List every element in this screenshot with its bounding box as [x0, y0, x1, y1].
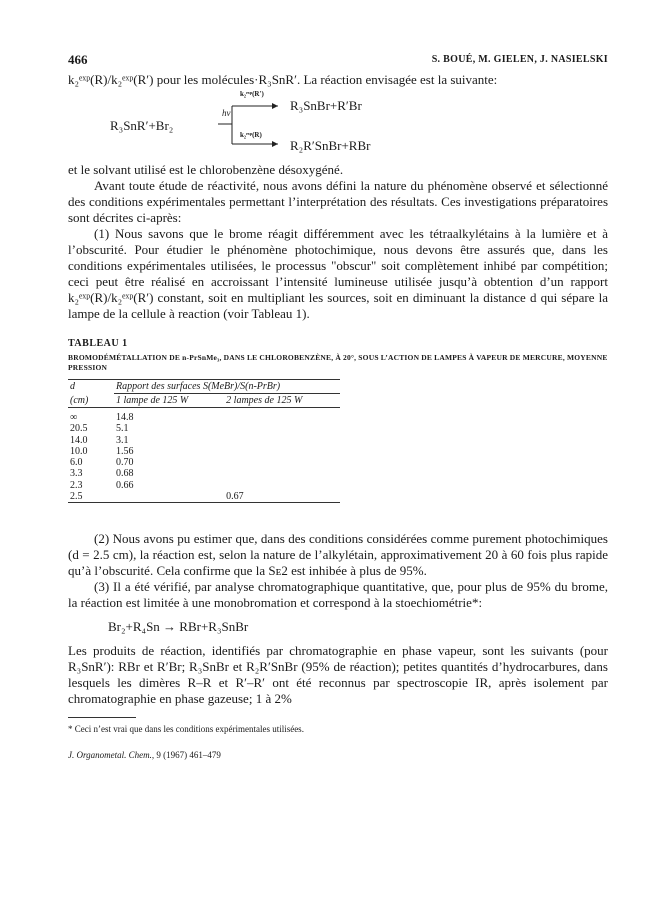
table-row: 6.0 0.70: [70, 457, 134, 469]
col-d-unit: (cm): [70, 394, 89, 406]
table-row: 2.5 0.67: [68, 491, 340, 503]
table-row: 3.3 0.68: [70, 468, 134, 480]
footnote: * Ceci n’est vrai que dans les conditions expérimentales utilisées.: [68, 724, 304, 735]
col-1-header: 1 lampe de 125 W: [116, 395, 189, 406]
scheme-k-bottom: k₂ᵉˣᵖ(R): [240, 131, 262, 139]
scheme-product-bottom: R₂R′SnBr+RBr: [290, 138, 371, 153]
paragraph-solvent: et le solvant utilisé est le chlorobenzène désoxygéné.: [68, 162, 344, 177]
paragraph-2: (2) Nous avons pu estimer que, dans des conditions considérées comme purement photochimiques (d = 2.5 cm), la réaction est, selon la nature de l’alkylétain, approximativement 20 à 60 fois plus rapide qu’à l’obscurité. Cela confirme que la Sᴇ2 est inhibée à plus de 95%.: [68, 531, 608, 579]
scheme-k-top: k₂ᵉˣᵖ(R′): [240, 90, 264, 98]
journal-ref: 9 (1967) 461–479: [156, 750, 221, 761]
col-2-header: 2 lampes de 125 W: [226, 395, 303, 406]
table-row: 20.5 5.1: [70, 423, 129, 435]
intro-line: k₂ᵉˣᵖ(R)/k₂ᵉˣᵖ(R′) pour les molécules·R₃SnR′. La réaction envisagée est la suivante:: [68, 72, 498, 87]
scheme-light: hν: [222, 108, 231, 118]
journal-citation: [68, 750, 608, 760]
paragraph-investigations: Avant toute étude de réactivité, nous avons défini la nature du phénomène observé et sélectionné des conditions expérimentales permettant l’interprétation des résultats. Ces investigations préparatoires sont décrites ci-après:: [68, 178, 608, 225]
group-header: Rapport des surfaces S(MeBr)/S(n-PrBr): [114, 380, 340, 394]
paragraph-3: (3) Il a été vérifié, par analyse chromatographique quantitative, que, pour plus de 95% du brome, la réaction est limitée à une monobromation et correspond à la stoechiométrie*:: [68, 579, 608, 611]
table-row: ∞ 14.8: [70, 412, 134, 423]
journal-name: J. Organometal. Chem.,: [68, 750, 155, 761]
col-d-header: d: [70, 381, 75, 393]
page: [68, 52, 608, 760]
scheme-reactants: R₃SnR′+Br₂: [110, 118, 174, 133]
table-row: 14.0 3.1: [70, 434, 129, 446]
running-header: [68, 52, 608, 72]
data-table: [68, 379, 340, 503]
scheme-product-top: R₃SnBr+R′Br: [290, 98, 362, 113]
table-row: 10.0 1.56: [70, 445, 134, 457]
paragraph-1: (1) Nous savons que le brome réagit différemment avec les tétraalkylétains à la lumière et à l’obscurité. Pour étudier le phénomène photochimique, nous devons être assurés que, dans les conditions expérimentales utilisées, le processus "obscur" soit complètement inhibé par compétition; ceci peut être réalisé en accroissant l’intensité lumineuse utilisée jusqu’à obtention d’un rapport k₂ᵉˣᵖ(R)/k₂ᵉˣᵖ(R′) constant, soit en multipliant les sources, soit en diminuant la distance d qui sépare la lampe de la cellule à reaction (voir Tableau 1).: [68, 226, 608, 321]
branch-arrow-icon: [218, 94, 280, 154]
stoichiometry-equation: Br₂+R₄Sn → RBr+R₃SnBr: [108, 619, 249, 635]
footnote-divider: [68, 717, 136, 718]
table-heading: TABLEAU 1: [68, 338, 128, 349]
table-row: 2.3 0.66: [70, 479, 134, 491]
reaction-scheme: [68, 88, 608, 162]
page-number: 466: [68, 52, 88, 67]
running-authors: S. BOUÉ, M. GIELEN, J. NASIELSKI: [431, 54, 608, 65]
table-caption: BROMODÉMÉTALLATION DE n-PrSnMe₃, DANS LE CHLOROBENZÈNE, À 20°, SOUS L’ACTION DE LAMPES À VAPEUR DE MERCURE, MOYENNE PRESSION: [68, 353, 608, 372]
paragraph-4: Les produits de réaction, identifiés par chromatographie en phase vapeur, sont les suivants (pour R₃SnR′): RBr et R′Br; R₃SnBr et R₂R′SnBr (95% de réaction); petites quantités d’hydrocarbures, dans lesquels les dimères R–R et R′–R′ ont été reconnus par spectroscopie IR, après isolement par chromatographie en phase gazeuse; 1 à 2%: [68, 643, 608, 707]
